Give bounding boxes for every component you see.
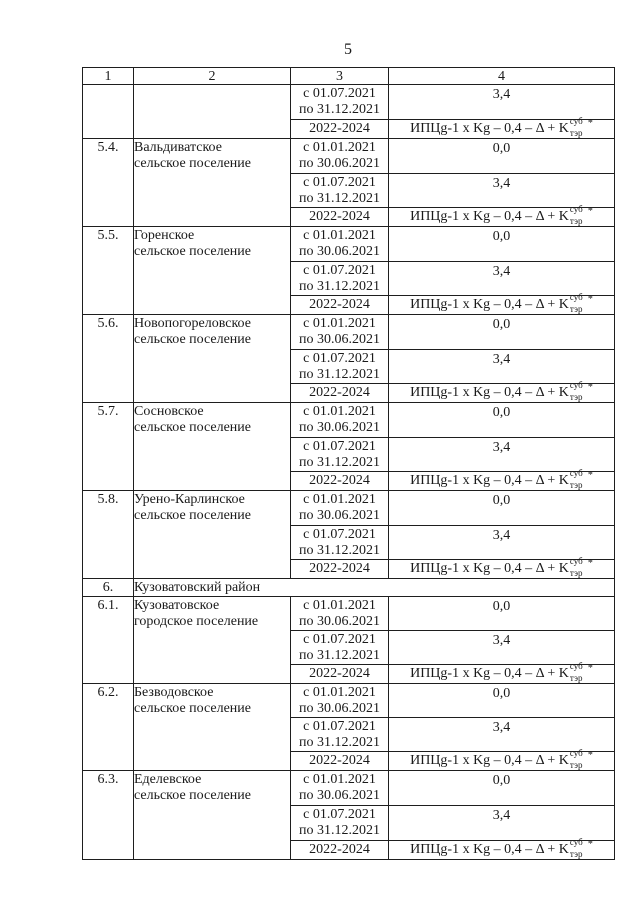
period-cell: [291, 472, 389, 491]
value-cell: [389, 174, 615, 208]
period-from: с 01.07.2021: [303, 527, 376, 542]
formula-sub: тэр: [569, 216, 583, 226]
table-row: [83, 227, 615, 262]
settlement-name-line: Урено-Карлинское: [134, 492, 245, 507]
value: 0,0: [492, 493, 511, 508]
value-cell: [389, 438, 615, 472]
period-cell: [291, 631, 389, 665]
value-cell: [389, 806, 615, 841]
formula-base: ИПЦg-1 x Kg – 0,4 – Δ + K: [410, 753, 569, 768]
row-number: 5.7.: [97, 404, 119, 419]
header-col-1: 1: [83, 68, 134, 85]
period-from: с 01.01.2021: [303, 772, 376, 787]
period-cell: [291, 315, 389, 350]
row-number: 5.8.: [97, 492, 119, 507]
settlement-name-cell: [134, 227, 291, 315]
period-from: с 01.07.2021: [303, 351, 376, 366]
row-number: 5.6.: [97, 316, 119, 331]
formula-sub: тэр: [569, 760, 583, 770]
period-cell: [291, 684, 389, 718]
value: 3,4: [492, 440, 511, 455]
period-cell: [291, 208, 389, 227]
header-col-4: 4: [389, 68, 615, 85]
period-range: 2022-2024: [309, 561, 370, 576]
period-cell: [291, 262, 389, 296]
period-cell: [291, 296, 389, 315]
period-range: 2022-2024: [309, 842, 370, 857]
header-col-2: 2: [134, 68, 291, 85]
settlement-name-cell: [134, 597, 291, 684]
table-row: [83, 771, 615, 806]
period-cell: [291, 384, 389, 403]
formula-base: ИПЦg-1 x Kg – 0,4 – Δ + K: [410, 561, 569, 576]
formula-base: ИПЦg-1 x Kg – 0,4 – Δ + K: [410, 121, 569, 136]
value: 0,0: [492, 773, 511, 788]
row-number-cell: [83, 491, 134, 579]
header-row: [83, 68, 615, 85]
formula-sub: тэр: [569, 673, 583, 683]
period-range: 2022-2024: [309, 385, 370, 400]
formula-sup: суб: [569, 204, 583, 214]
row-number-cell: [83, 597, 134, 684]
period-from: с 01.01.2021: [303, 404, 376, 419]
period-cell: [291, 438, 389, 472]
formula-cell: [389, 204, 615, 227]
period-cell: [291, 597, 389, 631]
row-number: 5.4.: [97, 140, 119, 155]
period-range: 2022-2024: [309, 473, 370, 488]
period-from: с 01.07.2021: [303, 439, 376, 454]
period-cell: [291, 752, 389, 771]
formula: [410, 556, 593, 578]
period-from: с 01.01.2021: [303, 685, 376, 700]
settlement-name-cell: [134, 684, 291, 771]
value-cell: [389, 491, 615, 526]
settlement-name-cell: [134, 771, 291, 860]
formula-base: ИПЦg-1 x Kg – 0,4 – Δ + K: [410, 842, 569, 857]
settlement-name-line: Горенское: [134, 228, 195, 243]
period-cell: [291, 526, 389, 560]
formula-mark: *: [587, 839, 593, 850]
period-to: по 31.12.2021: [299, 823, 380, 838]
value-cell: [389, 526, 615, 560]
period-to: по 31.12.2021: [299, 102, 380, 117]
value-cell: [389, 597, 615, 631]
formula-sub: тэр: [569, 849, 583, 859]
table-row: [83, 315, 615, 350]
formula: [410, 204, 593, 226]
settlement-name-line: сельское поселение: [134, 420, 251, 435]
table-row: [83, 403, 615, 438]
formula-cell: [389, 837, 615, 860]
period-cell: [291, 85, 389, 120]
formula-sub: тэр: [569, 128, 583, 138]
period-to: по 30.06.2021: [299, 788, 380, 803]
value-cell: [389, 315, 615, 350]
value: 0,0: [492, 686, 511, 701]
period-to: по 31.12.2021: [299, 279, 380, 294]
period-from: с 01.07.2021: [303, 632, 376, 647]
value-cell: [389, 771, 615, 806]
page-number: 5: [344, 41, 352, 58]
district-name: Кузоватовский район: [134, 580, 261, 595]
formula-mark: *: [587, 118, 593, 129]
value-cell: [389, 631, 615, 665]
formula: [410, 837, 593, 859]
period-cell: [291, 139, 389, 174]
settlement-name-line: сельское поселение: [134, 156, 251, 171]
row-number-cell: [83, 403, 134, 491]
value: 3,4: [492, 720, 511, 735]
value-cell: [389, 262, 615, 296]
period-to: по 30.06.2021: [299, 508, 380, 523]
formula-cell: [389, 292, 615, 315]
value: 3,4: [492, 352, 511, 367]
formula: [410, 380, 593, 402]
settlement-name-line: Кузоватовское: [134, 598, 220, 613]
period-from: с 01.07.2021: [303, 719, 376, 734]
period-from: с 01.07.2021: [303, 807, 376, 822]
period-to: по 31.12.2021: [299, 367, 380, 382]
table-row: [83, 139, 615, 174]
table-row: [83, 684, 615, 718]
value: 0,0: [492, 599, 511, 614]
value-cell: [389, 403, 615, 438]
table-row: [83, 85, 615, 120]
formula-sub: тэр: [569, 392, 583, 402]
value: 3,4: [492, 633, 511, 648]
settlement-name-line: городское поселение: [134, 614, 259, 629]
settlement-name-cell: [134, 491, 291, 579]
period-cell: [291, 350, 389, 384]
period-to: по 31.12.2021: [299, 543, 380, 558]
row-number: 6.3.: [97, 772, 119, 787]
row-number: 6.: [102, 580, 114, 595]
period-to: по 30.06.2021: [299, 420, 380, 435]
formula-cell: [389, 556, 615, 579]
period-range: 2022-2024: [309, 121, 370, 136]
value: 3,4: [492, 264, 511, 279]
value: 3,4: [492, 87, 511, 102]
table-row: [83, 491, 615, 526]
formula-base: ИПЦg-1 x Kg – 0,4 – Δ + K: [410, 209, 569, 224]
district-name-cell: [134, 579, 615, 597]
period-from: с 01.07.2021: [303, 175, 376, 190]
formula: [410, 116, 593, 138]
value: 3,4: [492, 528, 511, 543]
table-row: [83, 597, 615, 631]
value: 3,4: [492, 176, 511, 191]
formula-sup: суб: [569, 556, 583, 566]
value-cell: [389, 350, 615, 384]
period-from: с 01.01.2021: [303, 316, 376, 331]
formula-cell: [389, 468, 615, 491]
row-number: 5.5.: [97, 228, 119, 243]
period-range: 2022-2024: [309, 209, 370, 224]
formula-sub: тэр: [569, 480, 583, 490]
period-from: с 01.07.2021: [303, 263, 376, 278]
period-range: 2022-2024: [309, 753, 370, 768]
period-cell: [291, 806, 389, 841]
formula-base: ИПЦg-1 x Kg – 0,4 – Δ + K: [410, 473, 569, 488]
period-cell: [291, 560, 389, 579]
period-to: по 31.12.2021: [299, 648, 380, 663]
period-cell: [291, 841, 389, 860]
period-from: с 01.01.2021: [303, 492, 376, 507]
period-cell: [291, 227, 389, 262]
tariff-table: [82, 67, 615, 860]
period-to: по 30.06.2021: [299, 244, 380, 259]
formula-mark: *: [587, 470, 593, 481]
formula-sup: суб: [569, 116, 583, 126]
value-cell: [389, 684, 615, 718]
row-number-cell: [83, 684, 134, 771]
period-from: с 01.01.2021: [303, 228, 376, 243]
formula-mark: *: [587, 294, 593, 305]
formula-sub: тэр: [569, 304, 583, 314]
settlement-name-line: сельское поселение: [134, 701, 251, 716]
row-number-cell: [83, 139, 134, 227]
formula-sub: тэр: [569, 568, 583, 578]
period-to: по 30.06.2021: [299, 332, 380, 347]
period-to: по 30.06.2021: [299, 614, 380, 629]
formula: [410, 468, 593, 490]
settlement-name-line: Новопогореловское: [134, 316, 251, 331]
formula: [410, 748, 593, 770]
formula-mark: *: [587, 750, 593, 761]
period-range: 2022-2024: [309, 666, 370, 681]
settlement-name-line: Еделевское: [134, 772, 202, 787]
value: 0,0: [492, 229, 511, 244]
settlement-name-line: сельское поселение: [134, 508, 251, 523]
formula-cell: [389, 380, 615, 403]
period-to: по 31.12.2021: [299, 455, 380, 470]
period-range: 2022-2024: [309, 297, 370, 312]
formula-base: ИПЦg-1 x Kg – 0,4 – Δ + K: [410, 297, 569, 312]
settlement-name-line: Сосновское: [134, 404, 204, 419]
row-number-cell: [83, 771, 134, 860]
row-number: 6.1.: [97, 598, 119, 613]
period-cell: [291, 771, 389, 806]
period-to: по 30.06.2021: [299, 156, 380, 171]
formula: [410, 661, 593, 683]
formula-mark: *: [587, 206, 593, 217]
settlement-name-line: сельское поселение: [134, 788, 251, 803]
period-cell: [291, 491, 389, 526]
period-from: с 01.01.2021: [303, 140, 376, 155]
period-cell: [291, 120, 389, 139]
formula-base: ИПЦg-1 x Kg – 0,4 – Δ + K: [410, 666, 569, 681]
formula-sup: суб: [569, 292, 583, 302]
value-cell: [389, 718, 615, 752]
settlement-name-line: сельское поселение: [134, 244, 251, 259]
row-number-cell: [83, 227, 134, 315]
value-cell: [389, 139, 615, 174]
period-to: по 30.06.2021: [299, 701, 380, 716]
row-number-cell: [83, 315, 134, 403]
period-cell: [291, 665, 389, 684]
settlement-name-cell: [134, 315, 291, 403]
value: 0,0: [492, 405, 511, 420]
formula-cell: [389, 116, 615, 139]
formula-cell: [389, 661, 615, 684]
formula-sup: суб: [569, 468, 583, 478]
settlement-name-cell: [134, 403, 291, 491]
value: 3,4: [492, 808, 511, 823]
settlement-name-line: Безводовское: [134, 685, 214, 700]
header-col-3: 3: [291, 68, 389, 85]
value-cell: [389, 85, 615, 120]
settlement-name-cell: [134, 85, 291, 139]
period-cell: [291, 403, 389, 438]
formula: [410, 292, 593, 314]
formula-sup: суб: [569, 380, 583, 390]
row-number: 6.2.: [97, 685, 119, 700]
settlement-name-line: Вальдиватское: [134, 140, 222, 155]
period-from: с 01.07.2021: [303, 86, 376, 101]
period-to: по 31.12.2021: [299, 191, 380, 206]
value: 0,0: [492, 141, 511, 156]
period-cell: [291, 718, 389, 752]
period-from: с 01.01.2021: [303, 598, 376, 613]
formula-base: ИПЦg-1 x Kg – 0,4 – Δ + K: [410, 385, 569, 400]
formula-mark: *: [587, 382, 593, 393]
value-cell: [389, 227, 615, 262]
formula-sup: суб: [569, 837, 583, 847]
period-to: по 31.12.2021: [299, 735, 380, 750]
settlement-name-cell: [134, 139, 291, 227]
formula-sup: суб: [569, 748, 583, 758]
period-cell: [291, 174, 389, 208]
formula-cell: [389, 748, 615, 771]
district-row: [83, 579, 615, 597]
row-number-cell: [83, 85, 134, 139]
formula-sup: суб: [569, 661, 583, 671]
row-number-cell: [83, 579, 134, 597]
formula-mark: *: [587, 558, 593, 569]
settlement-name-line: сельское поселение: [134, 332, 251, 347]
formula-mark: *: [587, 663, 593, 674]
value: 0,0: [492, 317, 511, 332]
